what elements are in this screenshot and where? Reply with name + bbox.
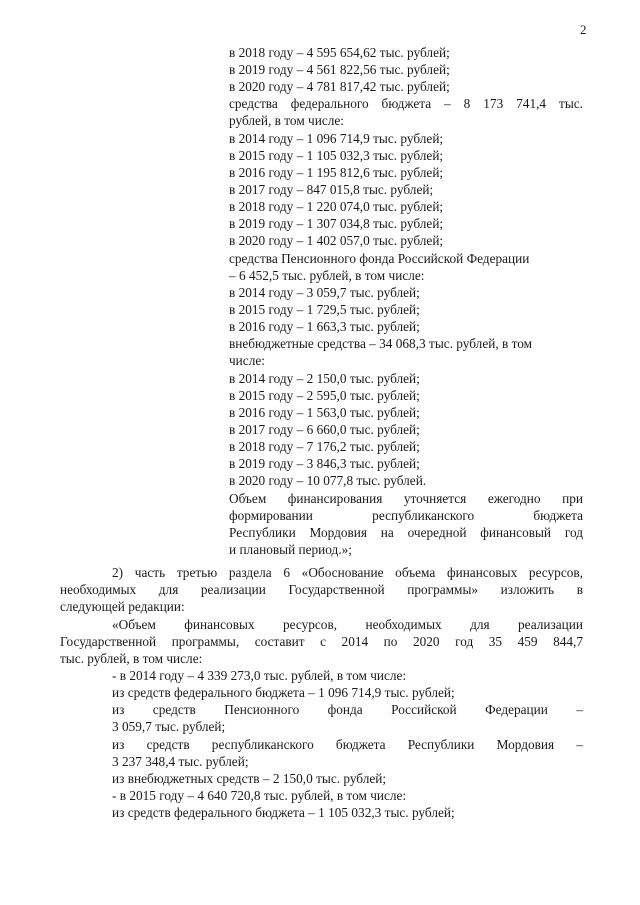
text-line: в 2018 году – 7 176,2 тыс. рублей;: [229, 439, 420, 454]
text-line: в 2018 году – 1 220 074,0 тыс. рублей;: [229, 199, 444, 214]
note-line: формировании республиканского бюджета: [229, 508, 583, 523]
year-2014-federal: из средств федерального бюджета – 1 096 714,9 тыс. рублей;: [112, 685, 455, 700]
text-line: в 2020 году – 10 077,8 тыс. рублей.: [229, 473, 427, 488]
year-2014-extra: из внебюджетных средств – 2 150,0 тыс. рублей;: [112, 771, 387, 786]
text-line: в 2019 году – 1 307 034,8 тыс. рублей;: [229, 216, 444, 231]
note-line: и плановый период.»;: [229, 542, 352, 557]
page-number: 2: [580, 22, 587, 37]
federal-heading: средства федерального бюджета – 8 173 741,4 тыс.: [229, 96, 583, 111]
year-2015-total: - в 2015 году – 4 640 720,8 тыс. рублей, в том числе:: [112, 788, 407, 803]
text-line: в 2018 году – 4 595 654,62 тыс. рублей;: [229, 45, 450, 60]
text-line: в 2015 году – 1 105 032,3 тыс. рублей;: [229, 148, 444, 163]
year-2014-pension: из средств Пенсионного фонда Российской Федерации –: [112, 702, 583, 717]
year-2015-federal: из средств федерального бюджета – 1 105 032,3 тыс. рублей;: [112, 805, 455, 820]
text-line: числе:: [229, 353, 265, 368]
text-line: в 2015 году – 2 595,0 тыс. рублей;: [229, 388, 420, 403]
text-line: – 6 452,5 тыс. рублей, в том числе:: [229, 268, 425, 283]
extra-heading: внебюджетные средства – 34 068,3 тыс. рублей, в том: [229, 336, 533, 351]
text-line: в 2019 году – 4 561 822,56 тыс. рублей;: [229, 62, 450, 77]
quote-line: Государственной программы, составит с 2014 по 2020 год 35 459 844,7: [60, 634, 583, 649]
year-2014-republican: из средств республиканского бюджета Республики Мордовия –: [112, 737, 583, 752]
paragraph-2-line: следующей редакции:: [60, 599, 185, 614]
text-line: в 2015 году – 1 729,5 тыс. рублей;: [229, 302, 420, 317]
text-line: в 2016 году – 1 563,0 тыс. рублей;: [229, 405, 420, 420]
year-2014-republican-cont: 3 237 348,4 тыс. рублей;: [112, 754, 249, 769]
text-line: рублей, в том числе:: [229, 113, 344, 128]
year-2014-total: - в 2014 году – 4 339 273,0 тыс. рублей, в том числе:: [112, 668, 407, 683]
text-line: в 2014 году – 3 059,7 тыс. рублей;: [229, 285, 420, 300]
text-line: в 2016 году – 1 663,3 тыс. рублей;: [229, 319, 420, 334]
quote-line: тыс. рублей, в том числе:: [60, 651, 203, 666]
text-line: в 2014 году – 2 150,0 тыс. рублей;: [229, 371, 420, 386]
text-line: в 2020 году – 1 402 057,0 тыс. рублей;: [229, 233, 444, 248]
text-line: в 2014 году – 1 096 714,9 тыс. рублей;: [229, 131, 444, 146]
quote-line: «Объем финансовых ресурсов, необходимых для реализации: [112, 617, 583, 632]
note-line: Объем финансирования уточняется ежегодно при: [229, 491, 583, 506]
paragraph-2-line: необходимых для реализации Государственной программы» изложить в: [60, 582, 583, 597]
paragraph-2-line: 2) часть третью раздела 6 «Обоснование объема финансовых ресурсов,: [112, 565, 583, 580]
text-line: в 2019 году – 3 846,3 тыс. рублей;: [229, 456, 420, 471]
year-2014-pension-cont: 3 059,7 тыс. рублей;: [112, 719, 226, 734]
text-line: в 2017 году – 6 660,0 тыс. рублей;: [229, 422, 420, 437]
text-line: в 2020 году – 4 781 817,42 тыс. рублей;: [229, 79, 450, 94]
note-line: Республики Мордовия на очередной финансовый год: [229, 525, 583, 540]
pension-heading: средства Пенсионного фонда Российской Федерации: [229, 251, 530, 266]
text-line: в 2017 году – 847 015,8 тыс. рублей;: [229, 182, 434, 197]
text-line: в 2016 году – 1 195 812,6 тыс. рублей;: [229, 165, 444, 180]
